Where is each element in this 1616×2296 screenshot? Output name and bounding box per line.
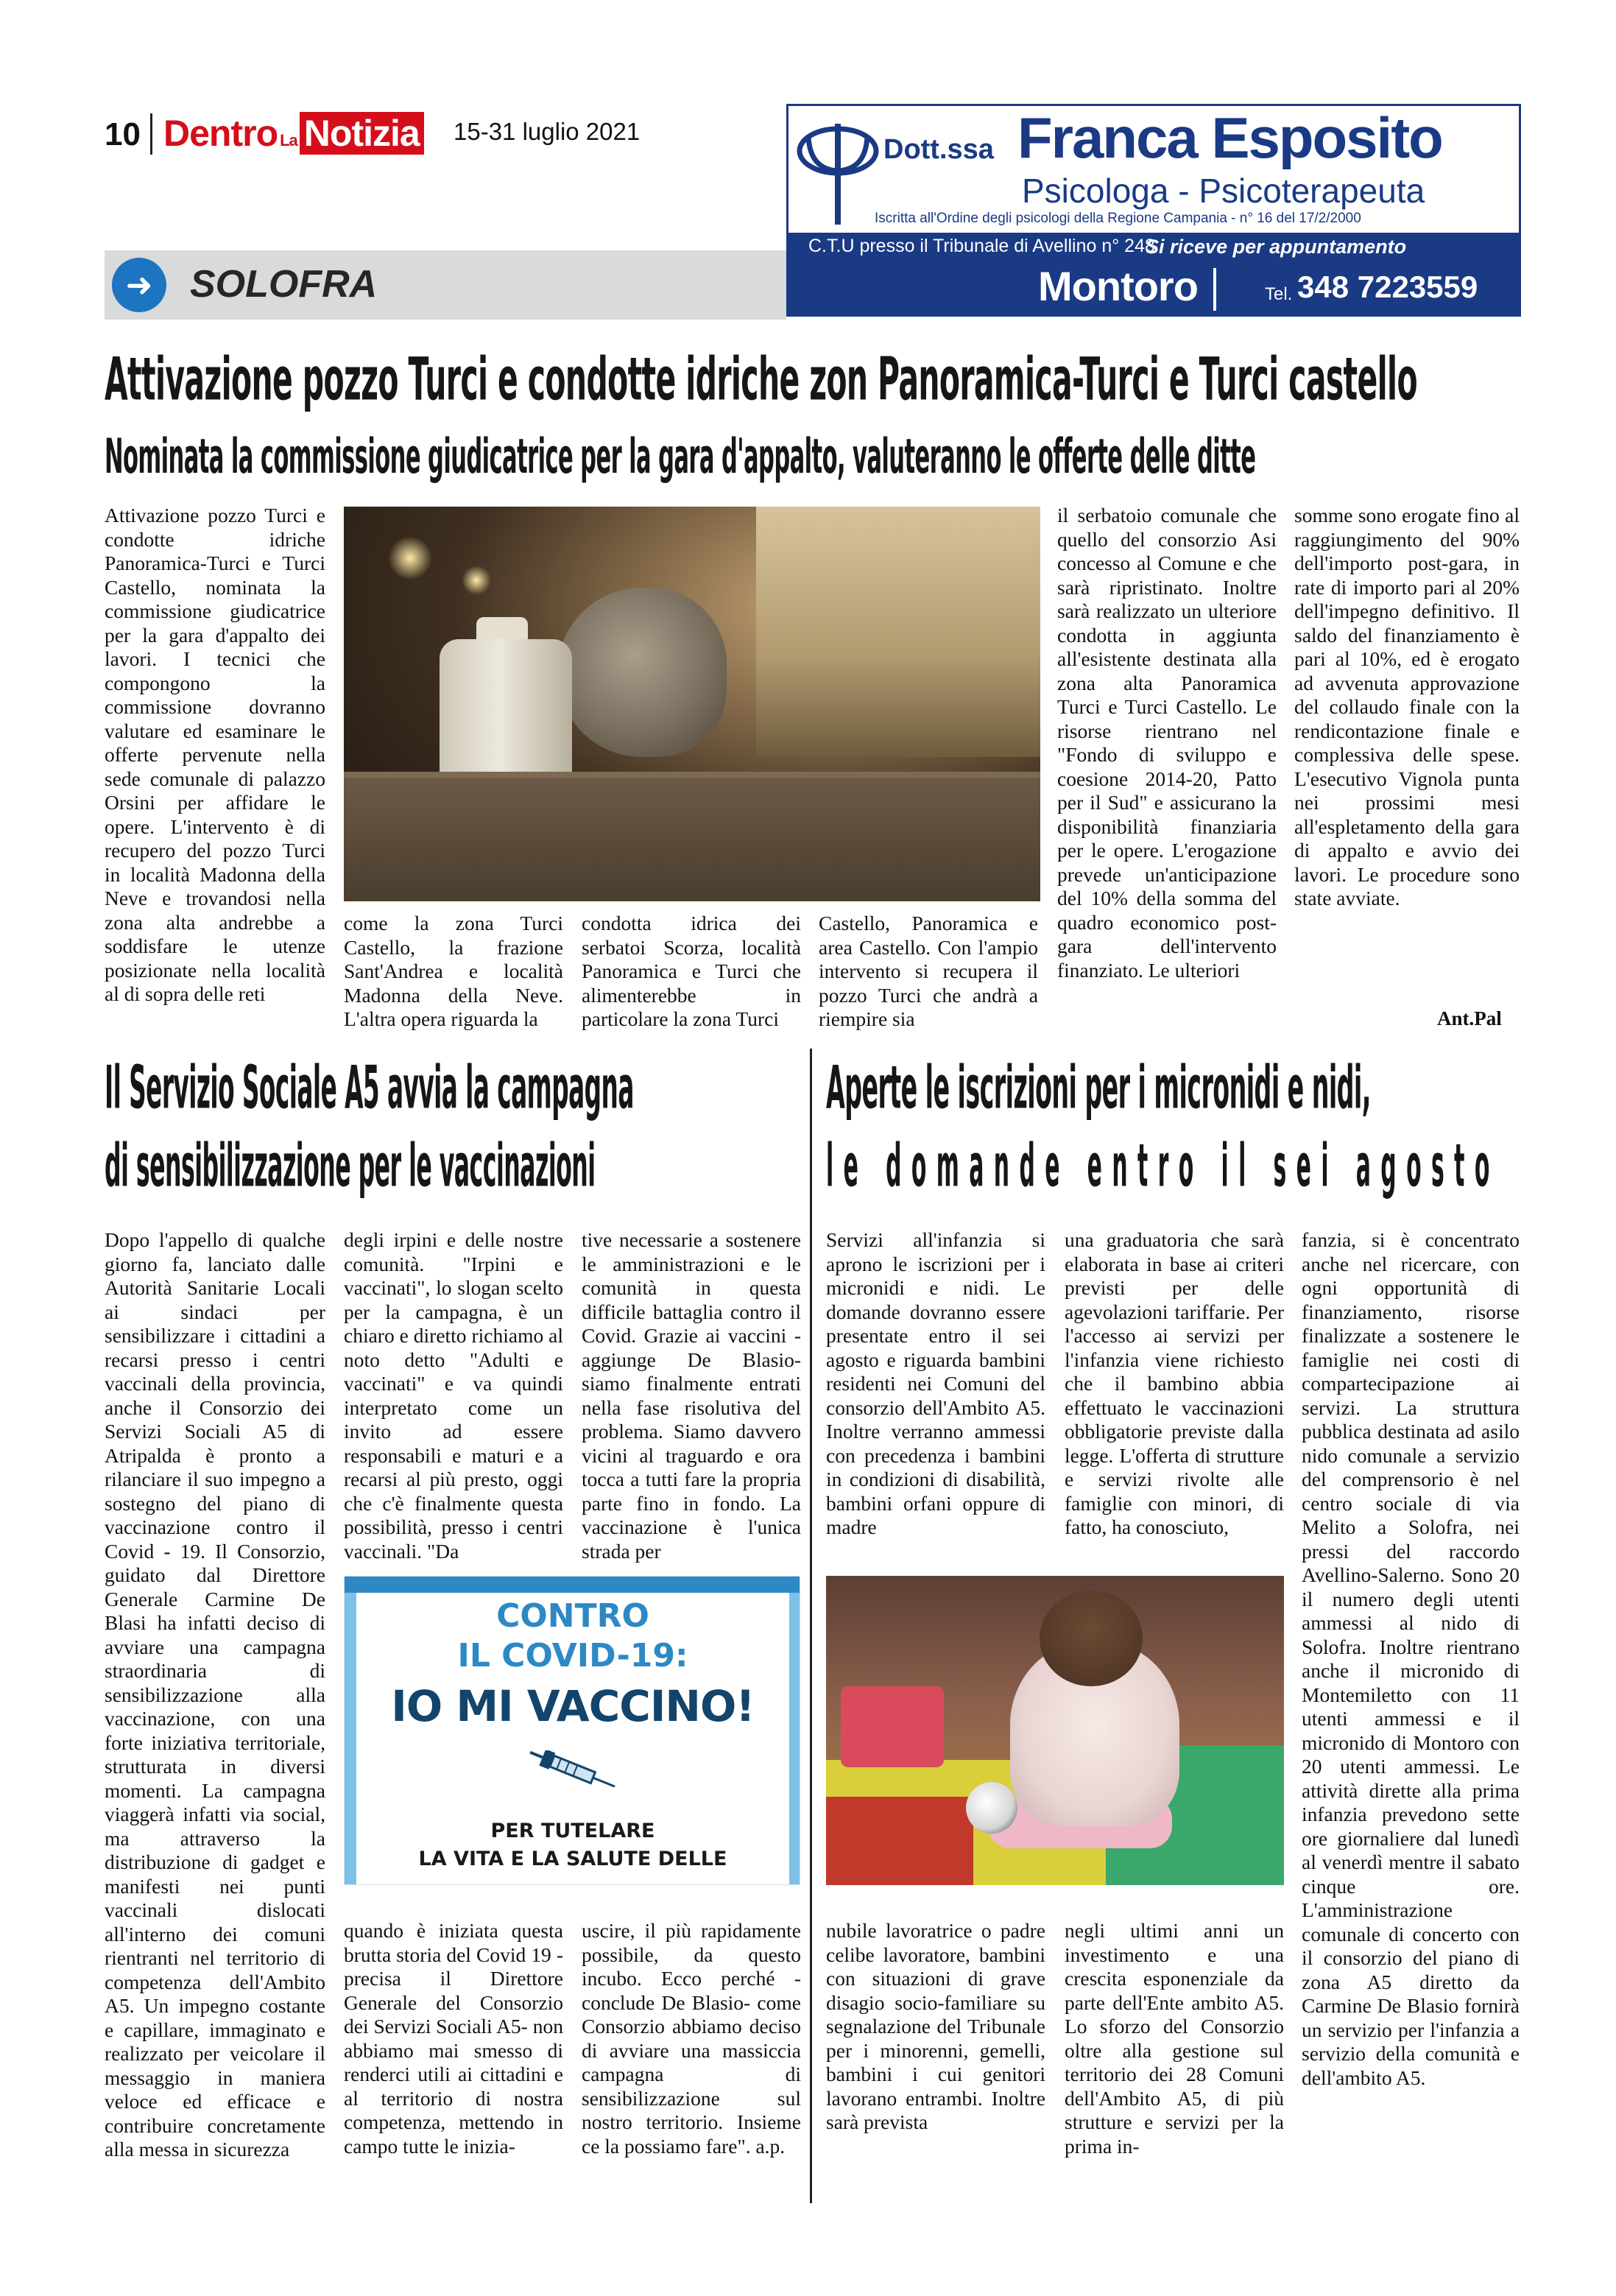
poster-line-4: PER TUTELARE [490, 1820, 655, 1842]
page-number-divider [150, 113, 152, 155]
ad-title-dott: Dott.ssa [883, 134, 994, 165]
ad-appointment: Si riceve per appuntamento [1146, 236, 1407, 258]
article3-photo-child [826, 1576, 1284, 1885]
article1-column-1: Attivazione pozzo Turci e condotte idriche Panoramica-Turci e Turci Castello, nominata la commissione giudicatrice per la gara d'appalto dei lavori. I tecnici che compongono la commissione dovranno valutare ed esaminare le offerte pervenute nella sede comunale di palazzo Orsini per affidare le opere. L'intervento è di recupero del pozzo Turci in località Madonna della Neve e trovandosi nella zona alta andrebbe a soddisfare le utenze posizionate nella località al di sopra delle reti [105, 504, 325, 1005]
article2-headline-line2: di sensibilizzazione per le vaccinazioni [105, 1131, 596, 1200]
poster-line-5: LA VITA E LA SALUTE DELLE [418, 1848, 727, 1870]
article1-column-5: il serbatoio comunale che quello del consorzio Asi concesso al Comune e che sarà ripristinato. Inoltre sarà realizzato un ulteriore condotta in aggiunta all'esistente destinata alla zona alta Panoramica Turci e Turci Castello. Le risorse rientrano nel "Fondo di sviluppo e coesione 2014-20, Patto per il Sud" e assicurano la disponibilità finanziaria per le opere. L'erogazione prevede un'anticipazione del 10% della somma del quadro economico post-gara dell'intervento finanziato. Le ulteriori [1057, 504, 1277, 982]
article2-column-1: Dopo l'appello di qualche giorno fa, lanciato dalle Autorità Sanitarie Locali ai sindaci per sensibilizzare i cittadini a recarsi presso i centri vaccinali della provincia, anche il Consorzio dei Servizi Sociali A5 di Atripalda è pronto a rilanciare il suo impegno a sostegno del piano di vaccinazione contro il Covid - 19. Il Consorzio, guidato dal Direttore Generale Carmine De Blasi ha infatti deciso di avviare una campagna straordinaria di sensibilizzazione alla vaccinazione, con una forte iniziativa territoriale, strutturata in diversi momenti. La campagna viaggerà infatti via social, ma attraverso la distribuzione di gadget e manifesti nei punti vaccinali dislocati all'interno dei comuni rientranti nel territorio di competenza dell'Ambito A5. Un impegno costante e capillare, immaginato e realizzato per veicolare il messaggio in maniera veloce ed efficace e contribuire concretamente alla messa in sicurezza [105, 1228, 325, 2161]
article3-column-2a: una graduatoria che sarà elaborata in base ai criteri previsti per delle agevolazioni tariffarie. Per l'accesso ai servizi per l'infanzia viene richiesto che il bambino abbia effettuato le vaccinazioni obbligatorie previste dalla legge. L'offerta di strutture e servizi rivolte alle famiglie con minori, di fatto, ha conosciuto, [1065, 1228, 1284, 1538]
arrow-right-icon: ➜ [112, 258, 166, 312]
article3-column-3: fanzia, si è concentrato anche nel ricercare, con ogni opportunità di finanziamento, risorse finalizzate a sostenere le famiglie nei costi di compartecipazione ai servizi. La struttura pubblica destinata ad asilo nido comunale a servizio del comprensorio è nel centro sociale di via Melito a Solofra, nei pressi del raccordo Avellino-Salerno. Sono 20 il numero degli utenti ammessi al nido di Solofra. Inoltre rientrano anche il micronido di Montemiletto con 11 utenti ammessi e il micronido di Montoro con 20 utenti ammessi. Le attività dirette alla prima infanzia prevedono sette ore giornaliere dal lunedì al venerdì mentre il sabato cinque ore. L'amministrazione comunale di concerto con il consorzio del piano di zona A5 diretto da Carmine De Blasio fornirà un servizio per l'infanzia a servizio della comunità e dell'ambito A5. [1302, 1228, 1520, 2089]
masthead-la: La [280, 131, 297, 149]
masthead-dentro: Dentro [163, 113, 278, 154]
ad-city: Montoro [1038, 263, 1198, 309]
article1-subheadline: Nominata la commissione giudicatrice per la gara d'appalto, valuteranno le offerte delle ditte [105, 429, 1256, 485]
article2-column-2a: degli irpini e delle nostre comunità. "Irpini e vaccinati", lo slogan scelto per la campagna, è un chiaro e diretto richiamo al noto detto "Adulti e vaccinati" e va quindi interpretato come un invito ad essere responsabili e maturi e a recarsi al più presto, oggi che c'è finalmente questa possibilità, presso i centri vaccinali. "Da [344, 1228, 563, 1563]
section-label: SOLOFRA [190, 263, 378, 306]
syringe-icon [521, 1750, 624, 1787]
poster-line-3: IO MI VACCINO! [391, 1681, 755, 1731]
article1-column-4: Castello, Panoramica e area Castello. Con l'ampio intervento si recupera il pozzo Turci che andrà a riempire sia [819, 912, 1038, 1030]
issue-date: 15-31 luglio 2021 [454, 118, 641, 145]
article2-column-3b: uscire, il più rapidamente possibile, da questo incubo. Ecco perché -conclude De Blasio- come Consorzio abbiamo deciso di avviare una massiccia campagna di sensibilizzazione sul nostro territorio. Insieme ce la possiamo fare". a.p. [582, 1919, 801, 2158]
psi-logo-icon [794, 118, 882, 228]
ad-name: Franca Esposito [1017, 105, 1442, 170]
ad-city-divider [1213, 268, 1216, 311]
poster-line-2: IL COVID-19: [457, 1637, 688, 1675]
article1-byline: Ant.Pal [1437, 1007, 1502, 1029]
article3-column-1b: nubile lavoratrice o padre celibe lavoratore, bambini con situazioni di grave disagio socio-familiare su segnalazione del Tribunale per i minorenni, gemelli, bambini i cui genitori lavorano entrambi. Inoltre sarà prevista [826, 1919, 1045, 2133]
article2-column-2b: quando è iniziata questa brutta storia del Covid 19 -precisa il Direttore Generale del Consorzio dei Servizi Sociali A5- non abbiamo mai smesso di renderci utili ai cittadini e al territorio di nostra competenza, mettendo in campo tutte le inizia- [344, 1919, 563, 2158]
article2-column-3a: tive necessarie a sostenere le amministrazioni e le comunità in questa difficile battaglia contro il Covid. Grazie ai vaccini -aggiunge De Blasio- siamo finalmente entrati nella fase risolutiva del problema. Siamo davvero vicini al traguardo e ora tocca a tutti fare la propria parte fino in fondo. La vaccinazione è l'unica strada per [582, 1228, 801, 1563]
ad-ctu: C.T.U presso il Tribunale di Avellino n° 248 [808, 236, 1155, 256]
article1-photo-fountain [344, 507, 1040, 901]
article3-column-1a: Servizi all'infanzia si aprono le iscrizioni per i micronidi e nidi. Le domande dovranno essere presentate entro il sei agosto e riguarda bambini residenti nei Comuni del consorzio dell'Ambito A5. Inoltre verranno ammessi con precedenza i bambini in condizioni di disabilità, bambini orfani oppure di madre [826, 1228, 1045, 1538]
article1-column-6: somme sono erogate fino al raggiungimento del 90% dell'importo post-gara, in rate di importo pari al 20% dell'impegno definitivo. Il saldo del finanziamento è pari al 10%, ed è erogato ad avvenuta approvazione del collaudo finale con la rendicontazione finale e complessiva delle spese. L'esecutivo Vignola punta nei prossimi mesi all'espletamento della gara di appalto e avvio dei lavori. Le procedure sono state avviate. [1294, 504, 1520, 909]
column-divider [810, 1049, 812, 2203]
ad-phone: 348 7223559 [1297, 270, 1478, 304]
poster-line-1: CONTRO [496, 1597, 649, 1635]
ad-profession: Psicologa - Psicoterapeuta [1022, 172, 1425, 210]
masthead-notizia: Notizia [300, 112, 424, 155]
article3-column-2b: negli ultimi anni un investimento e una crescita esponenziale da parte dell'Ente ambito A5. Lo sforzo del Consorzio oltre alla gestione sul territorio dei 28 Comuni dell'Ambito A5, di più strutture e servizi per la prima in- [1065, 1919, 1284, 2158]
article3-headline-line2: le domande entro il sei agosto [826, 1131, 1500, 1200]
article3-headline-line1: Aperte le iscrizioni per i micronidi e nidi, [826, 1053, 1371, 1122]
vaccination-poster [344, 1576, 800, 1885]
masthead-logo [163, 112, 424, 155]
ad-tel-label: Tel. [1265, 284, 1293, 304]
article2-headline-line1: Il Servizio Sociale A5 avvia la campagna [105, 1053, 634, 1122]
article1-column-3: condotta idrica dei serbatoi Scorza, località Panoramica e Turci che alimenterebbe in particolare la zona Turci [582, 912, 801, 1030]
article1-column-2: come la zona Turci Castello, la frazione Sant'Andrea e località Madonna della Neve. L'altra opera riguarda la [344, 912, 563, 1030]
page-number: 10 [105, 116, 141, 152]
article1-headline: Attivazione pozzo Turci e condotte idriche zon Panoramica-Turci e Turci castello [105, 346, 1417, 415]
ad-registration: Iscritta all'Ordine degli psicologi della Regione Campania - n° 16 del 17/2/2000 [875, 211, 1361, 226]
